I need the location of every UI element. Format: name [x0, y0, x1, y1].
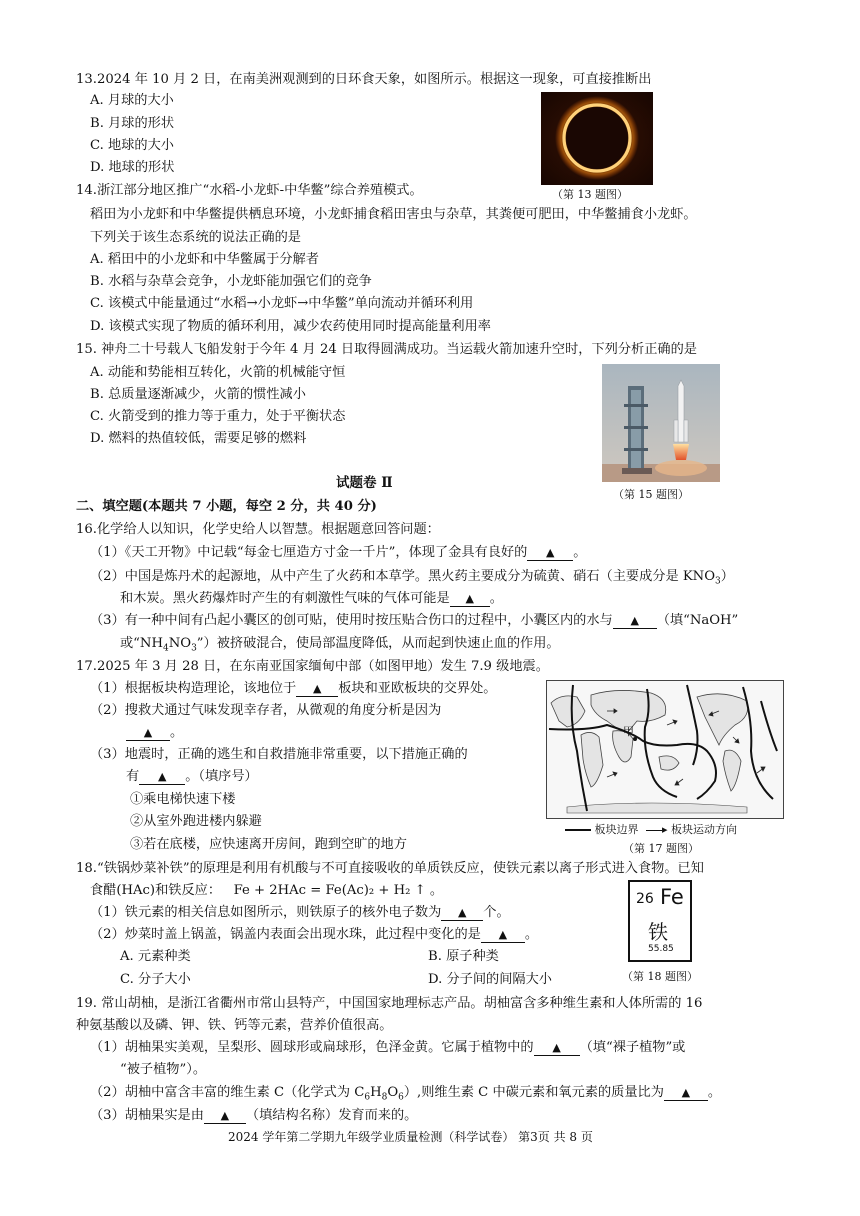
q14-option-a: A. 稻田中的小龙虾和中华鳖属于分解者	[90, 252, 319, 267]
answer-blank[interactable]: ▲	[481, 928, 525, 943]
q14-option-d: D. 该模式实现了物质的循环利用，减少农药使用同时提高能量利用率	[90, 319, 491, 334]
q15-option-c: C. 火箭受到的推力等于重力，处于平衡状态	[90, 409, 346, 424]
section-heading: 二、填空题(本题共 7 小题，每空 2 分，共 40 分)	[76, 499, 377, 514]
q19-part1-line2: “被子植物”）。	[120, 1062, 207, 1077]
q13-option-a: A. 月球的大小	[90, 93, 174, 108]
q19-part2: （2）胡柚中富含丰富的维生素 C（化学式为 $C_6H_8O_6$）,则维生素 C 中碳元素和氧元素的质量比为 ▲ 。	[90, 1085, 722, 1103]
legend-plate-motion: 板块运动方向	[671, 823, 738, 836]
q14-stem: 14.浙江部分地区推广“水稻-小龙虾-中华鳖”综合养殖模式。	[76, 183, 423, 198]
q19-part3: （3）胡柚果实是由 ▲ （填结构名称）发育而来的。	[90, 1108, 418, 1123]
q16-part2: （2）中国是炼丹术的起源地，从中产生了火药和本草学。黑火药主要成分为硫黄、硝石（主要成分是 $KNO_3$）	[90, 569, 734, 587]
q18-stem: 18.“铁锅炒菜补铁”的原理是利用有机酸与不可直接吸收的单质铁反应，使铁元素以离子形式进入食物。已知	[76, 861, 704, 876]
q14-option-b: B. 水稻与杂草会竞争，小龙虾能加强它们的竞争	[90, 274, 372, 289]
q16-part2-line2: 和木炭。黑火药爆炸时产生的有刺激性气味的气体可能是 ▲ 。	[120, 591, 503, 606]
page-footer: 2024 学年第二学期九年级学业质量检测（科学试卷） 第3页 共 8 页	[228, 1130, 593, 1144]
q19-stem: 19. 常山胡柚，是浙江省衢州市常山县特产，中国国家地理标志产品。胡柚富含多种维生素和人体所需的 16	[76, 996, 703, 1011]
element-card-iron	[628, 880, 692, 962]
q18-option-d: D. 分子间的间隔大小	[428, 972, 552, 987]
q15-caption: （第 15 题图）	[613, 488, 689, 501]
map-location-label: 甲	[623, 725, 634, 738]
q17-part2-line2: ▲ 。	[126, 723, 183, 742]
q17-caption: （第 17 题图）	[623, 842, 699, 855]
rocket-launch-photo	[602, 364, 720, 482]
q15-option-b: B. 总质量逐渐减少，火箭的惯性减小	[90, 387, 306, 402]
q17-part3: （3）地震时，正确的逃生和自救措施非常重要，以下措施正确的	[90, 747, 468, 762]
answer-blank[interactable]: ▲	[613, 614, 657, 629]
q15-option-a: A. 动能和势能相互转化，火箭的机械能守恒	[90, 365, 346, 380]
q13-caption: （第 13 题图）	[552, 188, 628, 201]
q15-option-d: D. 燃料的热值较低，需要足够的燃料	[90, 431, 307, 446]
section-title: 试题卷 Ⅱ	[336, 475, 393, 491]
q16-stem: 16.化学给人以知识，化学史给人以智慧。根据题意回答问题：	[76, 522, 440, 537]
answer-blank[interactable]: ▲	[126, 726, 170, 741]
q18-part2: （2）炒菜时盖上锅盖，锅盖内表面会出现水珠，此过程中变化的是 ▲ 。	[90, 927, 539, 942]
element-symbol: Fe	[660, 885, 684, 909]
answer-blank[interactable]: ▲	[204, 1109, 246, 1124]
q13-option-c: C. 地球的大小	[90, 138, 174, 153]
q13-option-d: D. 地球的形状	[90, 160, 175, 175]
q14-body: 稻田为小龙虾和中华鳖提供栖息环境，小龙虾捕食稻田害虫与杂草，其粪便可肥田，中华鳖捕食小龙虾。	[90, 207, 697, 222]
answer-blank[interactable]: ▲	[139, 770, 185, 785]
q13-stem: 13.2024 年 10 月 2 日，在南美洲观测到的日环食天象，如图所示。根据这一现象，可直接推断出	[76, 72, 652, 87]
q17-stem: 17.2025 年 3 月 28 日，在东南亚国家缅甸中部（如图甲地）发生 7.9 级地震。	[76, 659, 549, 674]
q14-option-c: C. 该模式中能量通过“水稻→小龙虾→中华鳖”单向流动并循环利用	[90, 296, 474, 311]
q19-stem2: 种氨基酸以及磷、钾、铁、钙等元素，营养价值很高。	[76, 1018, 393, 1033]
atomic-number: 26	[636, 891, 654, 907]
q19-part1: （1）胡柚果实美观，呈梨形、圆球形或扁球形，色泽金黄。它属于植物中的 ▲ （填“裸子植物”或	[90, 1040, 686, 1055]
answer-blank[interactable]: ▲	[441, 906, 483, 921]
q18-stem2: 食醋(HAc)和铁反应： Fe + 2HAc = Fe(Ac)₂ + H₂ ↑ 。	[90, 883, 444, 898]
map-legend: 板块边界 ▸ 板块运动方向	[565, 821, 785, 835]
answer-blank[interactable]: ▲	[296, 682, 338, 697]
q17-part2: （2）搜救犬通过气味发现幸存者，从微观的角度分析是因为	[90, 703, 442, 718]
q17-part1: （1）根据板块构造理论，该地位于 ▲ 板块和亚欧板块的交界处。	[90, 681, 497, 696]
q14-ask: 下列关于该生态系统的说法正确的是	[90, 230, 301, 245]
reaction-equation: Fe + 2HAc = Fe(Ac)₂ + H₂ ↑ 。	[233, 883, 444, 898]
atomic-mass: 55.85	[648, 944, 674, 954]
answer-blank[interactable]: ▲	[450, 592, 490, 607]
q18-caption: （第 18 题图）	[622, 970, 698, 983]
annular-eclipse-photo	[541, 92, 653, 185]
q16-part3-line2: 或“$NH_4NO_3$”）被挤破混合，使局部温度降低，从而起到快速止血的作用。	[120, 636, 560, 654]
element-name: 铁	[648, 920, 668, 944]
q18-option-c: C. 分子大小	[120, 972, 191, 987]
q18-option-b: B. 原子种类	[428, 949, 499, 964]
q16-part3: （3）有一种中间有凸起小囊区的创可贴，使用时按压贴合伤口的过程中，小囊区内的水与 ▲ （填“NaOH”	[90, 613, 739, 628]
q17-part3-line2: 有 ▲ 。（填序号）	[126, 769, 258, 784]
answer-blank[interactable]: ▲	[527, 546, 573, 561]
q16-part1: （1）《天工开物》中记载“每金七厘造方寸金一千片”，体现了金具有良好的 ▲ 。	[90, 545, 587, 560]
q17-choice-3: ③若在底楼，应快速离开房间，跑到空旷的地方	[130, 837, 407, 852]
answer-blank[interactable]: ▲	[664, 1086, 708, 1101]
q13-option-b: B. 月球的形状	[90, 116, 175, 131]
q17-choice-1: ①乘电梯快速下楼	[130, 792, 236, 807]
q18-part1: （1）铁元素的相关信息如图所示，则铁原子的核外电子数为 ▲ 个。	[90, 905, 510, 920]
q17-choice-2: ②从室外跑进楼内躲避	[130, 814, 262, 829]
q18-option-a: A. 元素种类	[120, 949, 191, 964]
plate-tectonics-map	[546, 680, 784, 819]
legend-plate-boundary: 板块边界	[594, 823, 639, 836]
q15-stem: 15. 神舟二十号载人飞船发射于今年 4 月 24 日取得圆满成功。当运载火箭加速升空时，下列分析正确的是	[76, 342, 697, 357]
answer-blank[interactable]: ▲	[534, 1041, 580, 1056]
